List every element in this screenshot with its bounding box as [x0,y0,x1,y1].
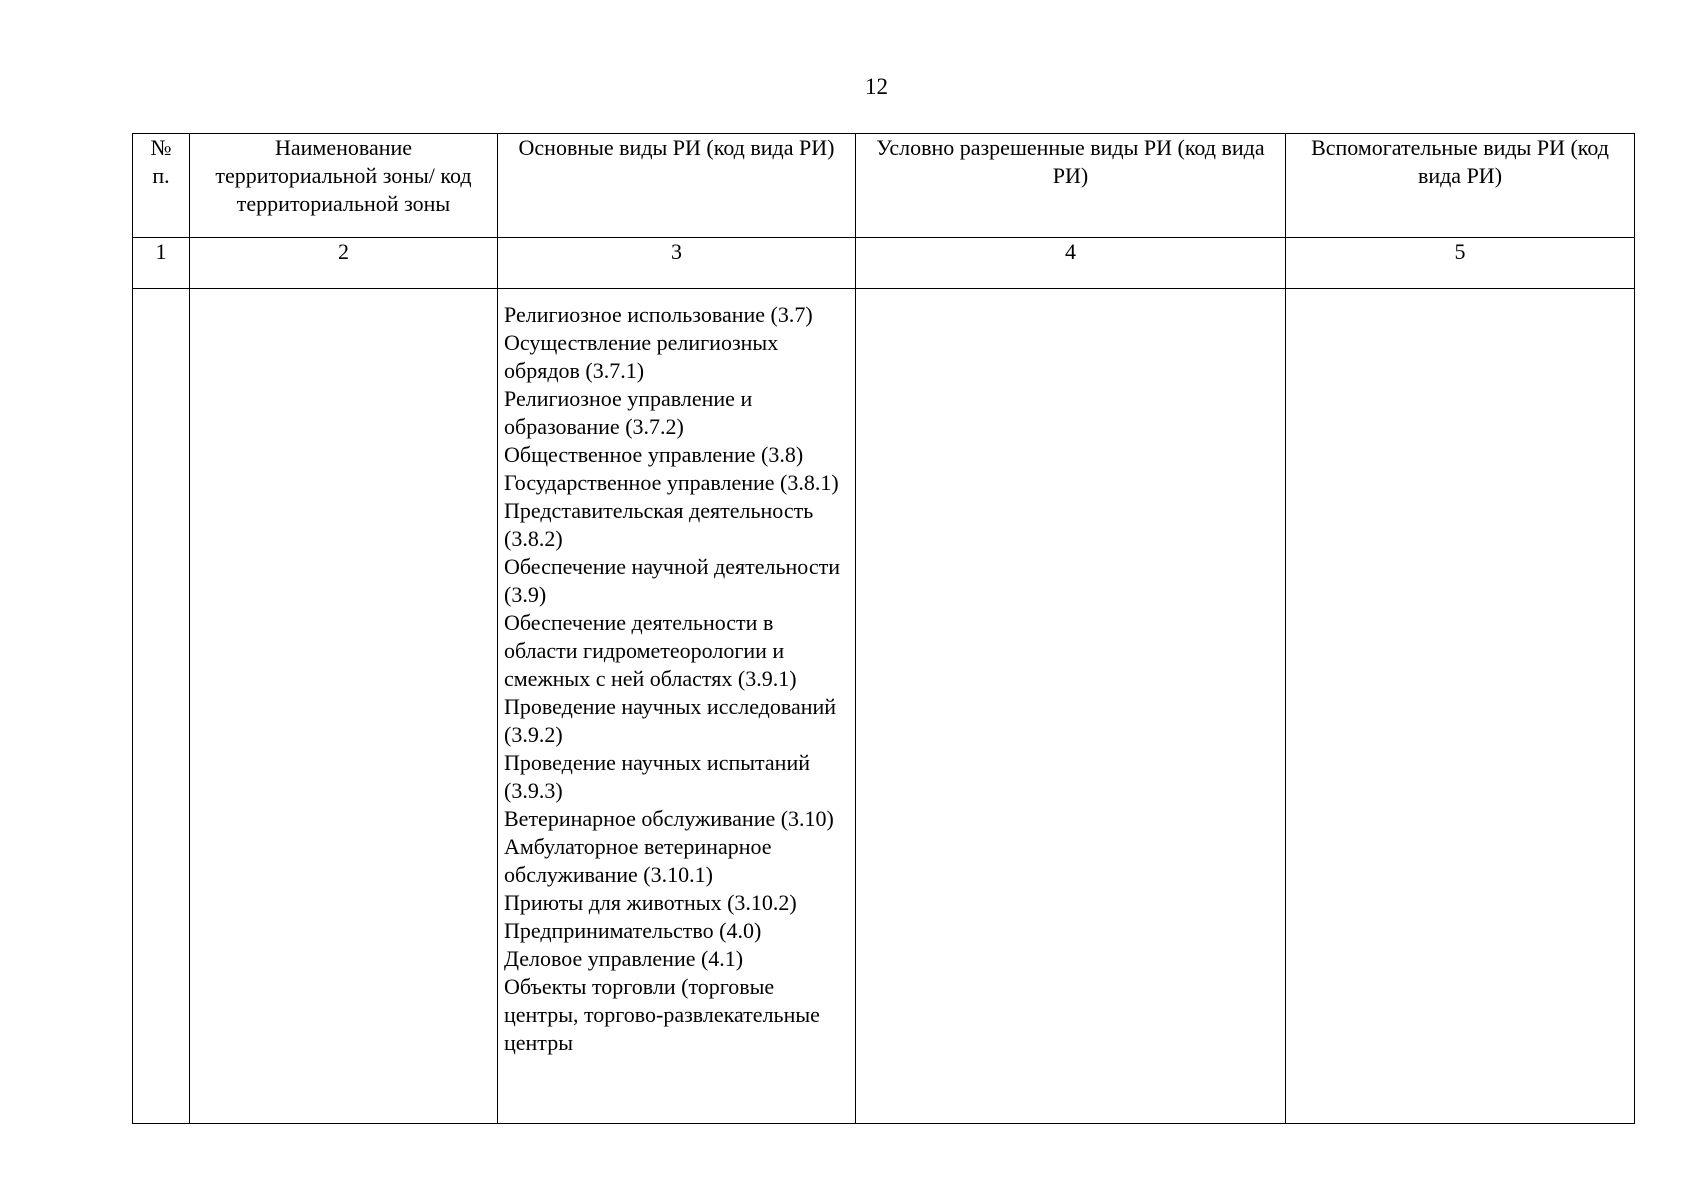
row-number-cell [133,289,190,1124]
main-use-item: Предпринимательство (4.0) [504,918,762,943]
main-uses-list [498,289,855,1057]
conditional-uses-cell [856,289,1286,1124]
main-use-item: Проведение научных испытаний (3.9.3) [504,750,810,803]
main-use-item: Государственное управление (3.8.1) [504,470,839,495]
auxiliary-uses-cell [1286,289,1635,1124]
main-use-item: Обеспечение научной деятельности (3.9) [504,554,840,607]
column-number: 3 [498,238,856,289]
main-use-item: Общественное управление (3.8) [504,442,804,467]
main-use-item: Амбулаторное ветеринарное обслуживание (3.10.1) [504,834,772,887]
main-use-item: Приюты для животных (3.10.2) [504,890,797,915]
column-number-row [133,238,1635,289]
main-use-item: Объекты торговли (торговые центры, торгово-развлекательные центры [504,974,820,1055]
main-use-item: Деловое управление (4.1) [504,946,744,971]
main-use-item: Обеспечение деятельности в области гидрометеорологии и смежных с ней областях (3.9.1) [504,610,797,691]
header-zone-name: Наименование территориальной зоны/ код территориальной зоны [190,134,498,238]
header-number: № п. [133,134,190,238]
column-number: 4 [856,238,1286,289]
column-number: 5 [1286,238,1635,289]
main-use-item: Проведение научных исследований (3.9.2) [504,694,837,747]
zone-name-cell [190,289,498,1124]
main-use-item: Представительская деятельность (3.8.2) [504,498,814,551]
zones-table [132,133,1635,1124]
main-use-item: Ветеринарное обслуживание (3.10) [504,806,834,831]
table-row [133,289,1635,1124]
column-number: 1 [133,238,190,289]
column-number: 2 [190,238,498,289]
header-conditional-uses: Условно разрешенные виды РИ (код вида РИ) [856,134,1286,238]
main-uses-cell [498,289,856,1124]
page-number: 12 [865,74,888,99]
table-header-row [133,134,1635,238]
main-use-item: Религиозное управление и образование (3.7.2) [504,386,753,439]
main-use-item: Религиозное использование (3.7) [504,302,813,327]
header-main-uses: Основные виды РИ (код вида РИ) [498,134,856,238]
header-auxiliary-uses: Вспомогательные виды РИ (код вида РИ) [1286,134,1635,238]
main-use-item: Осуществление религиозных обрядов (3.7.1) [504,330,779,383]
